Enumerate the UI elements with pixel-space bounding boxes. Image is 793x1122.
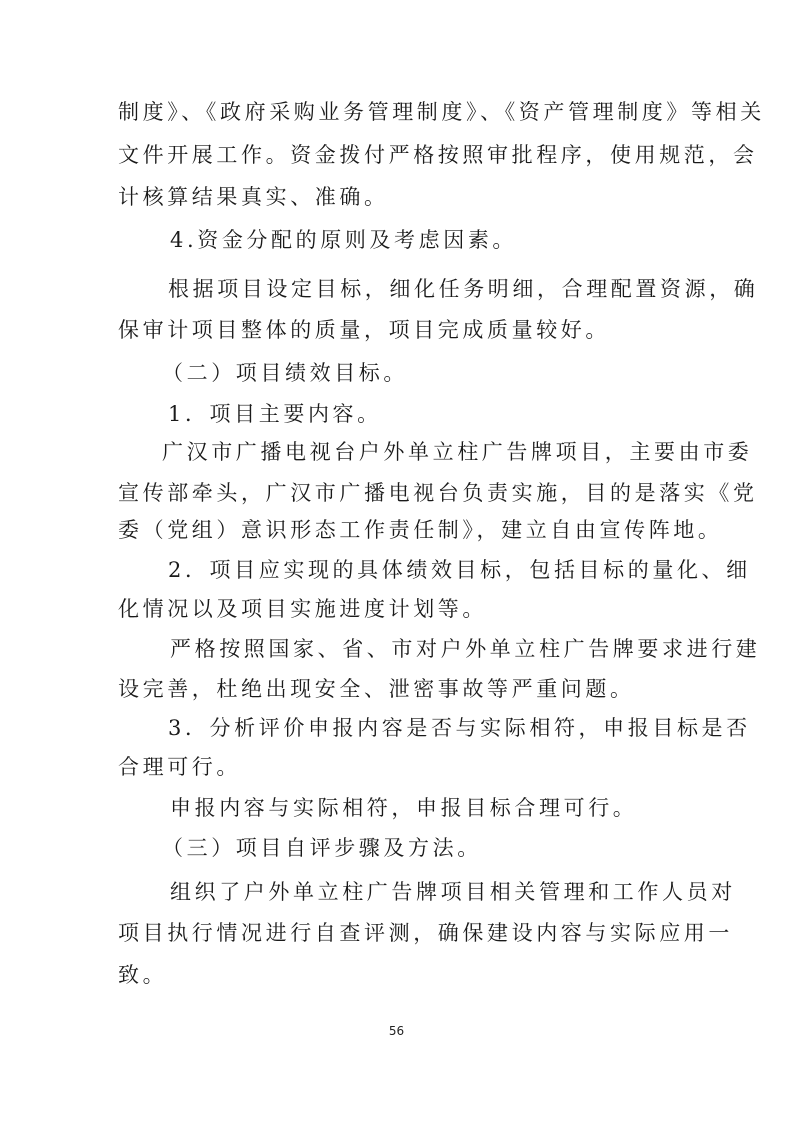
text-line: 文件开展工作。资金拨付严格按照审批程序，使用规范，会 [118,143,758,167]
text-line: 化情况以及项目实施进度计划等。 [118,597,487,621]
text-line: 严格按照国家、省、市对户外单立柱广告牌要求进行建 [170,637,761,661]
text-line: 组织了户外单立柱广告牌项目相关管理和工作人员对 [170,880,736,904]
subsection-heading: 3．分析评价申报内容是否与实际相符，申报目标是否 [168,716,751,740]
text-line: 申报内容与实际相符，申报目标合理可行。 [170,796,638,820]
text-line: 项目执行情况进行自查评测，确保建设内容与实际应用一 [118,921,733,945]
text-line: 广汉市广播电视台户外单立柱广告牌项目，主要由市委 [162,440,753,464]
text-line: 保审计项目整体的质量，项目完成质量较好。 [118,318,610,342]
text-line: 合理可行。 [118,755,241,779]
text-line: 设完善，杜绝出现安全、泄密事故等严重问题。 [118,677,635,701]
page-number: 56 [388,1024,405,1038]
text-line: 根据项目设定目标，细化任务明细，合理配置资源，确 [168,277,759,301]
text-line: 制度》、《政府采购业务管理制度》、《资产管理制度》等相关 [118,100,765,124]
text-line: 致。 [118,963,168,987]
text-line: 4.资金分配的原则及考虑因素。 [170,228,518,252]
subsection-heading: 2．项目应实现的具体绩效目标，包括目标的量化、细 [168,558,751,582]
subsection-heading: 1．项目主要内容。 [168,402,382,426]
text-line: 宣传部牵头，广汉市广播电视台负责实施，目的是落实《党 [118,481,758,505]
section-heading: （三）项目自评步骤及方法。 [162,836,482,860]
text-line: 计核算结果真实、准确。 [118,185,389,209]
text-line: 委（党组）意识形态工作责任制》，建立自由宣传阵地。 [118,518,723,542]
section-heading: （二）项目绩效目标。 [162,361,408,385]
